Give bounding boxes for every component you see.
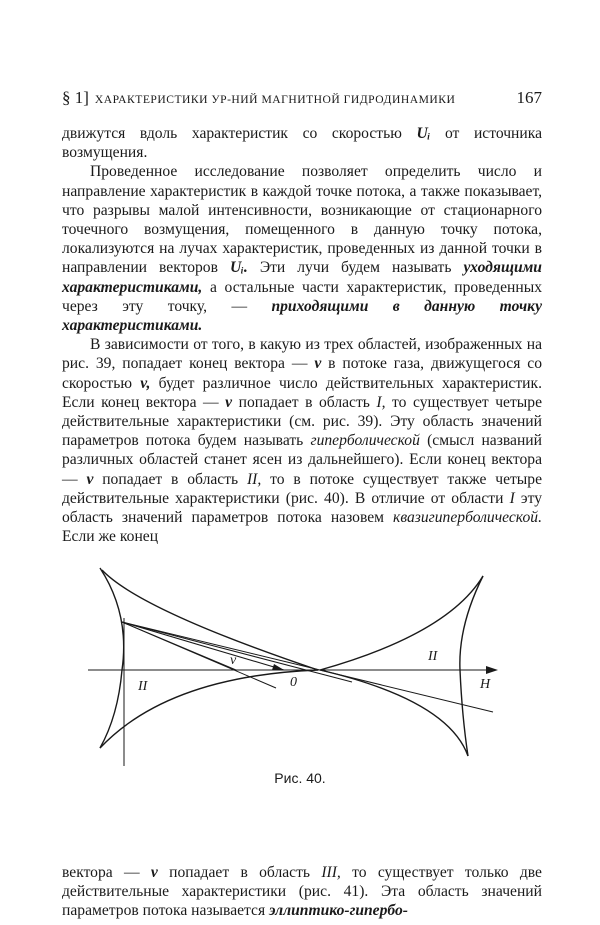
term-incoming: приходящими в данную точку характеристиками. bbox=[62, 297, 543, 335]
symbol-u-i: Uᵢ. bbox=[229, 259, 248, 277]
label-axis-h: H bbox=[480, 677, 491, 692]
ray-2 bbox=[122, 622, 352, 682]
figure-40-diagram bbox=[88, 566, 498, 766]
paragraph-1: движутся вдоль характеристик со скоростью Uᵢ от источника возмущения. bbox=[62, 125, 543, 162]
symbol-u-i: Uᵢ bbox=[416, 125, 431, 142]
term-outgoing: уходящими характеристиками, bbox=[62, 259, 542, 296]
running-header bbox=[62, 88, 542, 110]
body-text-upper bbox=[62, 124, 542, 546]
label-vector: v bbox=[230, 653, 237, 668]
left-curve-lower bbox=[100, 670, 122, 748]
h-axis-arrow bbox=[486, 666, 498, 674]
section-mark: § 1] bbox=[62, 88, 89, 107]
left-curve-upper bbox=[100, 568, 124, 670]
vector-v-arrow bbox=[272, 664, 284, 670]
paragraph-2: Проведенное исследование позволяет определить число и направление характеристик в каждой точке потока, а также показывает, что разрывы малой интенсивности, возникающие от стационарного точечного возмущения, помещенного в данную точку потока, локализуются на лучах характеристик, проведенных из данной точки в направлении векторов Uᵢ. Эти лучи будем называть уходящими характеристиками, а остальные части характеристик, проведенных через эту точку, — приходящими в данную точку характеристиками. bbox=[62, 163, 543, 335]
label-left-region: II bbox=[138, 679, 148, 694]
page-number: 167 bbox=[516, 88, 542, 107]
term-quasi-hyperbolic: квазигиперболической. bbox=[393, 509, 542, 527]
figure-caption: Рис. 40. bbox=[274, 770, 326, 786]
right-boundary-upper bbox=[460, 576, 483, 670]
label-origin: 0 bbox=[290, 675, 297, 690]
paragraph-4: вектора — v попадает в область III, то существует только две действительные характеристики (рис. 41). Эта область значений параметров потока называется эллиптико-гипербо- bbox=[62, 864, 542, 920]
label-right-region: II bbox=[428, 649, 438, 664]
term-hyperbolic: гиперболической bbox=[310, 432, 420, 450]
running-title: ХАРАКТЕРИСТИКИ УР-НИЙ МАГНИТНОЙ ГИДРОДИНАМИКИ bbox=[94, 93, 456, 106]
left-cusp-bottom bbox=[100, 670, 318, 748]
term-elliptic-hyperbolic: эллиптико-гипербо- bbox=[269, 902, 408, 920]
paragraph-3: В зависимости от того, в какую из трех областей, изображенных на рис. 39, попадает конец вектора — v в потоке газа, движущегося со скоростью v, будет различное число действительных характеристик. Если конец вектора — v попадает в область I, то существует четыре действительные характеристики (см. рис. 39). Эту область значений параметров потока будем называть гиперболической (смысл названий различных областей станет ясен из дальнейшего). Если конец вектора — v попадает в область II, то в потоке существует также четыре действительные характеристики (рис. 40). В отличие от области I эту область значений параметров потока назовем квазигиперболической. Если же конец bbox=[62, 336, 543, 546]
left-cusp-top bbox=[102, 570, 318, 670]
right-curve-upper bbox=[320, 576, 483, 670]
body-text-lower bbox=[62, 863, 542, 921]
ray-3 bbox=[122, 622, 493, 712]
vector-v bbox=[122, 622, 284, 670]
right-curve-lower bbox=[320, 670, 468, 756]
